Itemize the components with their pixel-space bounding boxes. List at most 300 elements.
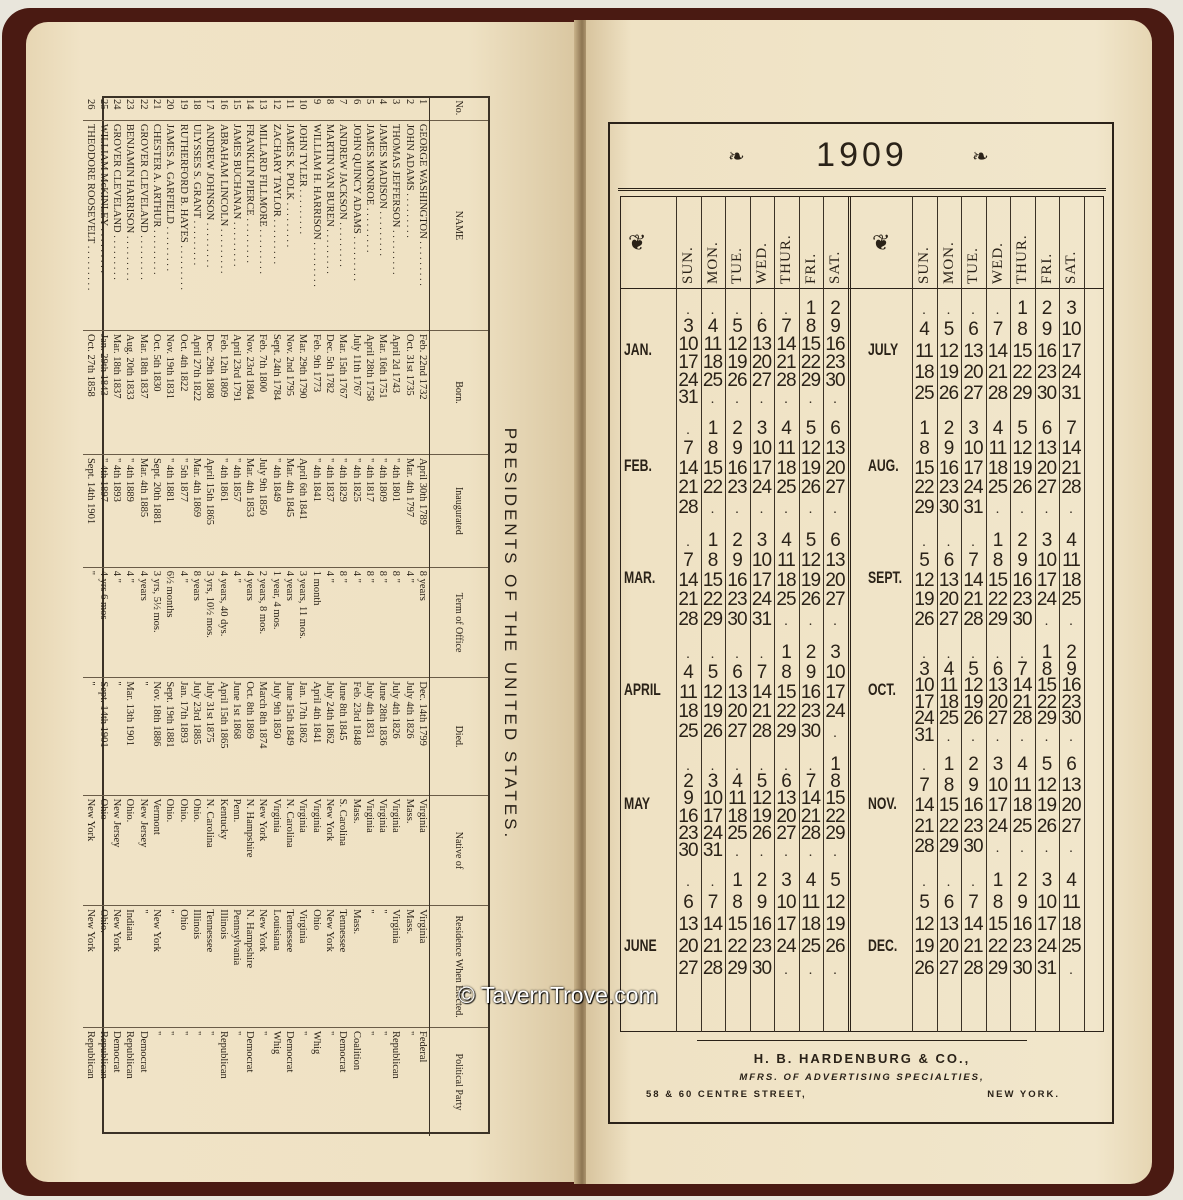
president-cell: 1 month xyxy=(309,567,322,678)
calendar-day: 14 xyxy=(963,569,983,591)
calendar-blank: . xyxy=(946,535,951,550)
calendar-day: 3 xyxy=(968,418,978,439)
calendar-day: 28 xyxy=(800,822,821,844)
calendar-blank: . xyxy=(922,759,926,774)
president-cell: JAMES MADISON . . . . . . . . . xyxy=(376,120,389,330)
calendar-day: 1 xyxy=(992,870,1003,891)
president-cell: WILLIAM McKINLEY . . . . . . . . . xyxy=(97,120,110,330)
president-cell: Republican xyxy=(97,1027,110,1136)
calendar-day: 27 xyxy=(1036,477,1057,499)
month-label: NOV. xyxy=(868,794,897,813)
calendar-blank: . xyxy=(1020,841,1024,857)
advertiser-footer xyxy=(620,1040,1104,1116)
calendar-day: 23 xyxy=(938,477,959,499)
calendar-day: 3 xyxy=(756,530,767,551)
calendar-blank: . xyxy=(686,759,690,774)
president-cell: New York xyxy=(256,906,269,1028)
calendar-day: 16 xyxy=(727,569,747,591)
calendar-day: 18 xyxy=(678,701,698,723)
president-cell: N. Hampshire xyxy=(243,906,256,1028)
presidents-col-header: Term of Office xyxy=(430,567,489,678)
day-header-label: FRI. xyxy=(802,252,819,284)
calendar-day: 17 xyxy=(751,457,772,479)
president-cell: 1 year, 4 mos. xyxy=(269,567,282,678)
president-row xyxy=(376,96,389,1136)
president-cell: 26 xyxy=(84,99,96,110)
president-cell: " 4th 1829 xyxy=(336,454,349,567)
calendar-day: 3 xyxy=(919,658,929,680)
calendar-blank: . xyxy=(1069,502,1073,518)
calendar-day: 19 xyxy=(800,569,821,591)
calendar-day: 23 xyxy=(678,822,698,844)
calendar-blank: . xyxy=(710,392,715,408)
calendar-blank: . xyxy=(808,759,813,774)
calendar-day: 18 xyxy=(776,457,796,479)
presidents-body xyxy=(83,96,429,1136)
calendar-day: 9 xyxy=(756,892,767,913)
president-cell: Pennsylvania xyxy=(230,906,243,1028)
calendar-day: 28 xyxy=(751,721,772,743)
calendar-day: 20 xyxy=(751,351,772,373)
president-cell: " 4th 1809 xyxy=(376,454,389,567)
calendar-blank: . xyxy=(759,845,764,861)
calendar-header-rule xyxy=(620,288,1104,289)
calendar-day: 7 xyxy=(1017,658,1027,680)
president-cell: " 4th 1893 xyxy=(110,454,123,567)
calendar-day: 2 xyxy=(1066,642,1076,663)
calendar-day: 28 xyxy=(678,609,698,631)
presidents-header-row xyxy=(430,96,489,1136)
president-cell: July 4th 1831 xyxy=(363,678,376,795)
president-cell: 8 " xyxy=(336,567,349,678)
president-row xyxy=(296,96,309,1136)
day-header-label: THUR. xyxy=(1014,234,1030,284)
calendar-day: 29 xyxy=(1012,383,1032,405)
president-cell: 21 xyxy=(151,99,163,110)
president-row xyxy=(256,96,269,1136)
calendar-day: 5 xyxy=(943,319,954,341)
calendar-day: 23 xyxy=(1012,589,1032,611)
president-cell: " xyxy=(136,906,149,1028)
calendar-blank: . xyxy=(784,392,788,408)
calendar-day: 26 xyxy=(702,721,723,743)
calendar-day: 24 xyxy=(914,708,934,730)
president-cell: Dec. 5th 1782 xyxy=(323,331,336,455)
calendar-day: 15 xyxy=(727,914,747,935)
president-cell: THEODORE ROOSEVELT . . . . . . . . . xyxy=(83,120,96,330)
calendar-day: 14 xyxy=(1012,675,1032,697)
president-cell: 2 years, 8 mos. xyxy=(256,567,269,678)
day-header xyxy=(1035,200,1059,284)
calendar-day: 23 xyxy=(727,589,747,611)
calendar-blank: . xyxy=(922,535,926,550)
president-cell: Louisiana xyxy=(269,906,282,1028)
calendar-day: 23 xyxy=(825,351,845,373)
calendar-day: 28 xyxy=(987,383,1008,405)
president-cell: Virginia xyxy=(376,795,389,906)
calendar-day: 26 xyxy=(914,958,934,979)
day-header xyxy=(1010,200,1034,284)
president-cell: 4 " xyxy=(349,567,362,678)
president-cell: March 8th 1874 xyxy=(256,678,269,795)
president-cell: Ohio. xyxy=(123,795,136,906)
calendar-blank: . xyxy=(833,963,837,978)
calendar-blank: . xyxy=(971,647,975,662)
month-label: APRIL xyxy=(624,680,661,699)
calendar-day: 9 xyxy=(1017,892,1027,913)
calendar-day: 2 xyxy=(1017,530,1027,551)
calendar-day: 11 xyxy=(728,788,746,810)
calendar-day: 10 xyxy=(825,661,845,683)
calendar-day: 3 xyxy=(1041,870,1052,891)
president-cell: Nov. 18th 1886 xyxy=(150,678,163,795)
calendar-blank: . xyxy=(1069,729,1073,745)
calendar-day: 17 xyxy=(825,681,845,703)
calendar-blank: . xyxy=(833,502,837,518)
calendar-day: 6 xyxy=(683,892,693,913)
president-cell: Mass. xyxy=(349,795,362,906)
calendar-blank: . xyxy=(1069,614,1073,630)
calendar-day: 20 xyxy=(727,701,747,723)
president-row xyxy=(349,96,362,1136)
day-header xyxy=(961,200,985,284)
calendar-day: 29 xyxy=(727,958,747,979)
calendar-blank: . xyxy=(686,875,690,890)
president-cell: " xyxy=(296,1027,309,1136)
president-cell: April 15th 1865 xyxy=(216,678,229,795)
calendar-day: 9 xyxy=(830,315,840,337)
president-row xyxy=(110,96,123,1136)
president-row xyxy=(136,96,149,1136)
president-cell: Sept. 19th 1881 xyxy=(163,678,176,795)
president-cell: Mar. 16th 1751 xyxy=(376,331,389,455)
calendar-day: 29 xyxy=(938,836,959,858)
month-label: MAY xyxy=(624,794,651,813)
calendar-day: 21 xyxy=(1061,457,1081,479)
calendar-day: 11 xyxy=(777,549,795,571)
calendar-day: 5 xyxy=(707,661,718,683)
calendar-day: 7 xyxy=(919,774,929,796)
calendar-day: 15 xyxy=(1036,675,1057,697)
president-cell: JAMES A. GARFIELD . . . . . . . . . xyxy=(163,120,176,330)
calendar-day: 13 xyxy=(938,914,959,935)
president-cell: Sept. 14th 1901 xyxy=(97,678,110,795)
calendar-day: 9 xyxy=(732,437,742,459)
calendar-blank: . xyxy=(995,841,1000,857)
calendar-blank: . xyxy=(971,535,975,550)
calendar-day: 16 xyxy=(825,333,845,355)
president-cell: FRANKLIN PIERCE . . . . . . . . . xyxy=(243,120,256,330)
calendar-day: 11 xyxy=(1062,892,1080,913)
calendar-blank: . xyxy=(833,726,837,742)
president-cell: Ohio. xyxy=(190,795,203,906)
calendar-day: 26 xyxy=(914,609,934,631)
calendar-blank: . xyxy=(735,502,739,518)
calendar-day: 24 xyxy=(1061,362,1081,384)
president-cell: " 4th 1897 xyxy=(97,454,110,567)
president-cell: 12 xyxy=(270,99,282,110)
president-cell: Virginia xyxy=(296,906,309,1028)
calendar-day: 22 xyxy=(702,477,723,499)
calendar-day: 19 xyxy=(1012,457,1032,479)
president-cell: Democrat xyxy=(283,1027,296,1136)
calendar-day: 27 xyxy=(751,369,772,391)
calendar-day: 14 xyxy=(800,788,821,810)
president-cell: " xyxy=(163,906,176,1028)
president-cell: Ohio. xyxy=(163,795,176,906)
calendar-day: 9 xyxy=(683,788,693,810)
calendar-day: 12 xyxy=(800,437,821,459)
month-label: SEPT. xyxy=(868,568,903,587)
president-cell: JOHN TYLER . . . . . . . . . xyxy=(296,120,309,330)
calendar-day: 1 xyxy=(992,530,1003,551)
president-row xyxy=(163,96,176,1136)
day-header-label: SUN. xyxy=(680,246,696,284)
president-cell: 8 " xyxy=(363,567,376,678)
calendar-day: 14 xyxy=(702,914,723,935)
calendar-day: 10 xyxy=(751,437,772,459)
president-cell: Republican xyxy=(216,1027,229,1136)
calendar-day: 8 xyxy=(732,892,742,913)
president-cell: Ohio xyxy=(309,906,322,1028)
president-cell: New York xyxy=(83,906,96,1028)
calendar-day: 19 xyxy=(914,936,934,957)
president-cell: " 4th 1861 xyxy=(216,454,229,567)
calendar-day: 25 xyxy=(914,383,934,405)
calendar-day: 10 xyxy=(963,437,983,459)
president-cell: Virginia xyxy=(363,795,376,906)
calendar-day: 31 xyxy=(702,840,723,862)
calendar-day: 17 xyxy=(751,569,772,591)
presidents-col-header: Born. xyxy=(430,331,489,455)
president-cell: " xyxy=(163,1027,176,1136)
calendar-day: 23 xyxy=(727,477,747,499)
president-row xyxy=(150,96,163,1136)
calendar-day: 6 xyxy=(943,892,954,913)
watermark: © TavernTrove.com xyxy=(458,982,658,1008)
day-header-label: TUE. xyxy=(729,247,745,284)
company-address-line xyxy=(620,1089,1104,1105)
presidents-col-header: Inaugurated xyxy=(430,454,489,567)
president-cell: Democrat xyxy=(136,1027,149,1136)
president-cell: 25 xyxy=(97,99,109,110)
president-cell: July 11th 1767 xyxy=(349,331,362,455)
calendar-day: 5 xyxy=(919,892,929,913)
calendar-blank: . xyxy=(784,303,788,318)
day-header-label: WED. xyxy=(989,242,1006,284)
president-cell: GROVER CLEVELAND . . . . . . . . . xyxy=(110,120,123,330)
day-header xyxy=(701,200,725,284)
calendar-day: 4 xyxy=(1066,870,1076,891)
president-cell: 13 xyxy=(257,99,269,110)
presidents-col-header: Residence When Elected. xyxy=(430,906,489,1028)
president-cell: " xyxy=(110,678,123,795)
calendar-day: 14 xyxy=(1061,437,1081,459)
calendar-day: 24 xyxy=(1036,936,1057,957)
president-row xyxy=(97,96,110,1136)
calendar-day: 10 xyxy=(987,774,1008,796)
calendar-day: 8 xyxy=(1041,658,1052,680)
calendar-day: 8 xyxy=(830,771,840,793)
calendar-blank: . xyxy=(759,647,764,662)
president-cell: Republican xyxy=(389,1027,402,1136)
calendar-day: 12 xyxy=(914,569,934,591)
calendar-day: 12 xyxy=(702,681,723,703)
calendar-day: 16 xyxy=(938,457,959,479)
president-cell: 8 xyxy=(323,99,335,105)
calendar-day: 24 xyxy=(987,815,1008,837)
day-header xyxy=(799,200,823,284)
calendar-day: 10 xyxy=(914,675,934,697)
calendar-day: 21 xyxy=(1012,691,1032,713)
calendar-day: 15 xyxy=(938,795,959,817)
president-row xyxy=(283,96,296,1136)
president-cell: July 9th 1850 xyxy=(256,454,269,567)
month-label: OCT. xyxy=(868,680,896,699)
calendar-day: 26 xyxy=(751,822,772,844)
president-cell: 4 " xyxy=(402,567,415,678)
president-cell: 22 xyxy=(137,99,149,110)
calendar-blank: . xyxy=(686,647,690,662)
calendar-blank: . xyxy=(759,303,764,318)
presidents-table-area xyxy=(84,96,520,1136)
president-cell: Republican xyxy=(83,1027,96,1136)
calendar-day: 2 xyxy=(1041,298,1052,319)
president-cell: Mar. 13th 1901 xyxy=(123,678,136,795)
president-cell: " 4th 1837 xyxy=(323,454,336,567)
president-row xyxy=(83,96,96,1136)
president-cell: CHESTER A. ARTHUR . . . . . . . . . xyxy=(150,120,163,330)
president-cell: 4 yrs 6 mos xyxy=(97,567,110,678)
calendar-day: 28 xyxy=(963,958,983,979)
calendar-day: 30 xyxy=(1012,609,1032,631)
calendar-day: 21 xyxy=(987,362,1008,384)
calendar-blank: . xyxy=(833,845,837,861)
calendar-day: 5 xyxy=(1017,418,1027,439)
calendar-day: 25 xyxy=(776,589,796,611)
calendar-day: 25 xyxy=(800,936,821,957)
calendar-day: 16 xyxy=(678,805,698,827)
president-cell: Whig xyxy=(269,1027,282,1136)
calendar-blank: . xyxy=(710,502,715,518)
president-cell: Virginia xyxy=(416,906,430,1028)
calendar-day: 9 xyxy=(968,774,978,796)
calendar-day: 7 xyxy=(707,892,718,913)
president-cell: July 4th 1826 xyxy=(389,678,402,795)
calendar-day: 10 xyxy=(702,788,723,810)
president-row xyxy=(176,96,189,1136)
president-cell: Feb. 7th 1800 xyxy=(256,331,269,455)
calendar-day: 31 xyxy=(751,609,772,631)
president-cell: April 2d 1743 xyxy=(389,331,402,455)
president-cell: April 15th 1865 xyxy=(203,454,216,567)
president-cell: Jan. 17th 1862 xyxy=(296,678,309,795)
calendar-day: 21 xyxy=(963,936,983,957)
calendar-day: 14 xyxy=(914,795,934,817)
calendar-day: 6 xyxy=(1066,754,1076,775)
president-cell: Sept. 24th 1784 xyxy=(269,331,282,455)
calendar-day: 1 xyxy=(1041,642,1052,663)
calendar-day: 13 xyxy=(1036,437,1057,459)
president-cell: " xyxy=(256,1027,269,1136)
calendar-day: 12 xyxy=(1012,437,1032,459)
calendar-day: 11 xyxy=(939,675,958,697)
calendar-day: 14 xyxy=(963,914,983,935)
president-cell: June 8th 1845 xyxy=(336,678,349,795)
calendar-day: 20 xyxy=(938,589,959,611)
president-cell: July 23rd 1885 xyxy=(190,678,203,795)
calendar-day: 12 xyxy=(938,340,959,362)
calendar-blank: . xyxy=(971,303,975,318)
calendar-blank: . xyxy=(1020,647,1024,662)
calendar-day: 17 xyxy=(678,351,698,373)
day-header-label: MON. xyxy=(704,241,721,284)
president-cell: GROVER CLEVELAND . . . . . . . . . xyxy=(136,120,149,330)
president-cell: Indiana xyxy=(123,906,136,1028)
calendar-day: 14 xyxy=(678,569,698,591)
president-cell: " xyxy=(190,1027,203,1136)
president-cell: 20 xyxy=(164,99,176,110)
calendar-day: 30 xyxy=(938,497,959,519)
calendar-day: 8 xyxy=(707,549,718,571)
day-header xyxy=(823,200,847,284)
calendar-blank: . xyxy=(735,392,739,408)
calendar-day: 16 xyxy=(1012,914,1032,935)
calendar-day: 3 xyxy=(781,870,791,891)
calendar-day: 19 xyxy=(702,701,723,723)
calendar-day: 29 xyxy=(1036,708,1057,730)
calendar-day: 31 xyxy=(1061,383,1081,405)
calendar-blank: . xyxy=(686,535,690,550)
calendar-blank: . xyxy=(922,303,926,318)
president-cell: N. Carolina xyxy=(203,795,216,906)
calendar-blank: . xyxy=(710,647,715,662)
president-cell: Coalition xyxy=(349,1027,362,1136)
day-header xyxy=(676,200,700,284)
calendar-day: 14 xyxy=(987,340,1008,362)
calendar-day: 3 xyxy=(707,771,718,793)
calendar-day: 9 xyxy=(732,549,742,571)
calendar-day: 20 xyxy=(825,457,845,479)
president-cell: Feb. 22nd 1732 xyxy=(416,331,430,455)
calendar-blank: . xyxy=(995,303,1000,318)
calendar-day: 29 xyxy=(914,497,934,519)
calendar-day: 12 xyxy=(914,914,934,935)
fleuron-right-icon: ❧ xyxy=(972,146,989,168)
calendar-day: 30 xyxy=(751,958,772,979)
calendar-day: 6 xyxy=(732,661,742,683)
calendar-day: 6 xyxy=(756,315,767,337)
calendar-day: 4 xyxy=(707,315,718,337)
president-cell: ULYSSES S. GRANT . . . . . . . . . xyxy=(190,120,203,330)
day-header-label: FRI. xyxy=(1038,252,1055,284)
president-cell: Mar. 18th 1837 xyxy=(136,331,149,455)
calendar-day: 4 xyxy=(805,870,816,891)
calendar-day: 25 xyxy=(1061,589,1081,611)
fleuron-left-icon: ❧ xyxy=(728,146,745,168)
calendar-day: 18 xyxy=(938,691,959,713)
day-header xyxy=(937,200,961,284)
president-cell: Sept. 20th 1881 xyxy=(150,454,163,567)
calendar-day: 4 xyxy=(943,658,954,680)
president-cell: N. Hampshire xyxy=(243,795,256,906)
calendar-day: 25 xyxy=(702,369,723,391)
president-row xyxy=(363,96,376,1136)
president-row xyxy=(309,96,322,1136)
president-cell: 6½ months xyxy=(163,567,176,678)
calendar-day: 27 xyxy=(987,708,1008,730)
calendar-day: 13 xyxy=(776,788,796,810)
